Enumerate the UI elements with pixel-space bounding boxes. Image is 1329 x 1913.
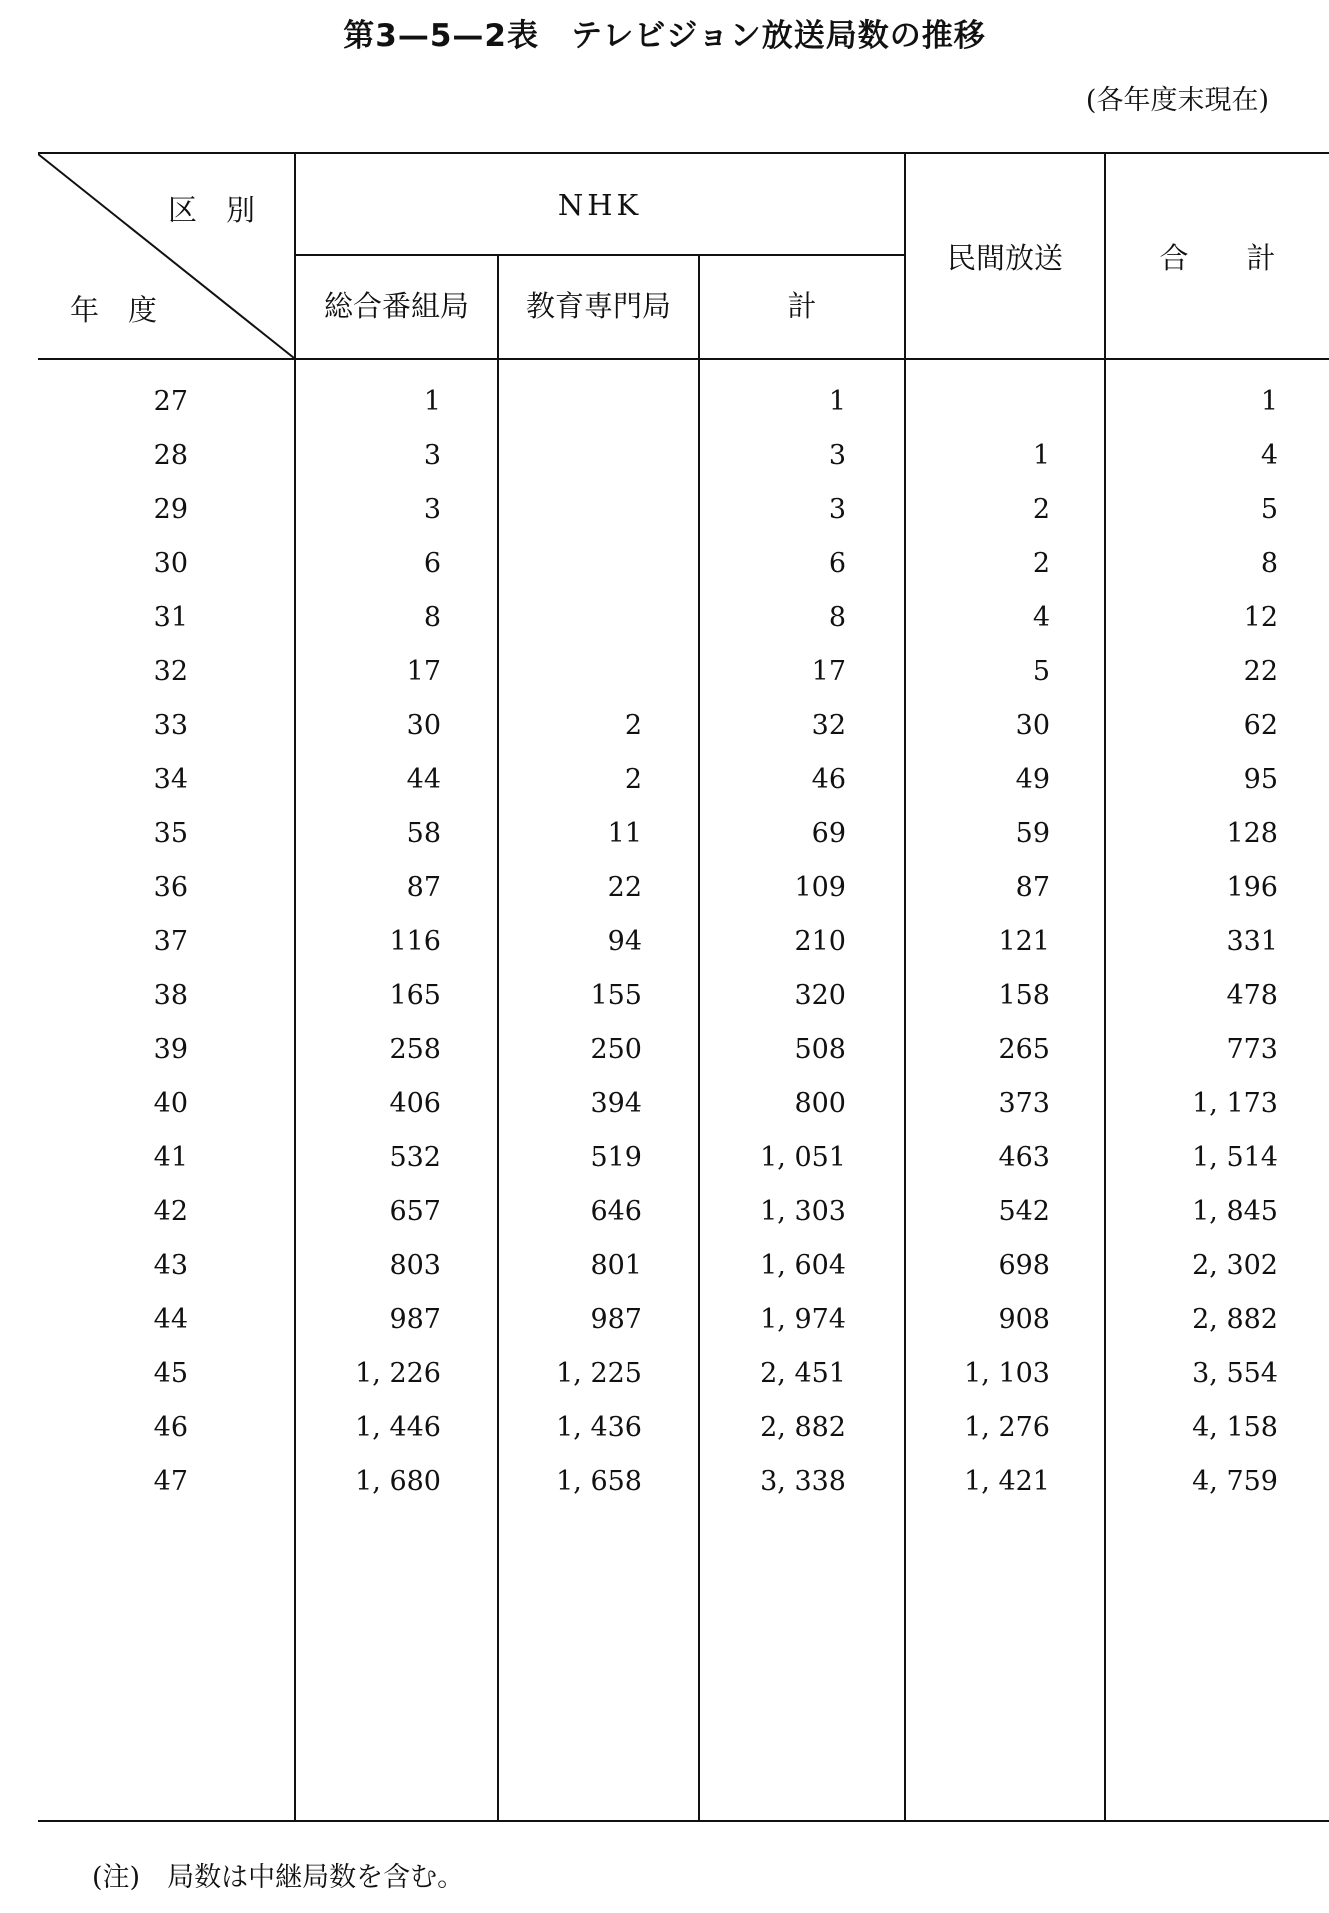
cell-private: 698 (998, 1250, 1050, 1281)
cell-nhk-education: 22 (607, 872, 642, 903)
cell-nhk-general: 6 (423, 548, 441, 579)
cell-nhk-total: 69 (811, 818, 846, 849)
cell-nhk-total: 3, 338 (760, 1466, 846, 1497)
cell-nhk-total: 1, 604 (760, 1250, 846, 1281)
cell-year: 42 (153, 1196, 188, 1227)
cell-nhk-education: 2 (624, 710, 642, 741)
cell-nhk-general: 803 (389, 1250, 441, 1281)
cell-nhk-general: 44 (406, 764, 441, 795)
cell-grand-total: 128 (1226, 818, 1278, 849)
table-row (38, 386, 1329, 426)
cell-private: 158 (998, 980, 1050, 1011)
cell-nhk-general: 8 (423, 602, 441, 633)
table-row (38, 872, 1329, 912)
cell-nhk-general: 116 (389, 926, 441, 957)
table-row (38, 1412, 1329, 1452)
cell-nhk-total: 3 (828, 494, 846, 525)
cell-year: 47 (153, 1466, 188, 1497)
cell-grand-total: 478 (1226, 980, 1278, 1011)
table-row (38, 1088, 1329, 1128)
cell-grand-total: 12 (1243, 602, 1278, 633)
cell-nhk-general: 258 (389, 1034, 441, 1065)
cell-nhk-education: 519 (590, 1142, 642, 1173)
cell-private: 373 (998, 1088, 1050, 1119)
table-subtitle: (各年度末現在) (1085, 85, 1269, 116)
table-row (38, 1196, 1329, 1236)
table-row (38, 764, 1329, 804)
cell-year: 43 (153, 1250, 188, 1281)
cell-nhk-total: 1 (828, 386, 846, 417)
cell-private: 87 (1015, 872, 1050, 903)
footnote: (注) 局数は中継局数を含む。 (92, 1862, 465, 1893)
cell-grand-total: 1, 173 (1192, 1088, 1278, 1119)
cell-year: 41 (153, 1142, 188, 1173)
cell-grand-total: 4, 759 (1192, 1466, 1278, 1497)
cell-nhk-general: 1, 226 (355, 1358, 441, 1389)
cell-year: 46 (153, 1412, 188, 1443)
cell-grand-total: 62 (1243, 710, 1278, 741)
cell-nhk-general: 30 (406, 710, 441, 741)
cell-year: 27 (153, 386, 188, 417)
header-nhk: NHK (557, 188, 643, 222)
cell-nhk-total: 3 (828, 440, 846, 471)
header-private: 民間放送 (946, 241, 1063, 275)
table-row (38, 1304, 1329, 1344)
table-row (38, 440, 1329, 480)
cell-nhk-total: 46 (811, 764, 846, 795)
page-title: 第3—5—2表 テレビジョン放送局数の推移 (343, 18, 986, 54)
cell-nhk-general: 58 (406, 818, 441, 849)
cell-private: 59 (1015, 818, 1050, 849)
cell-grand-total: 331 (1226, 926, 1278, 957)
cell-private: 463 (998, 1142, 1050, 1173)
table-row (38, 1250, 1329, 1290)
cell-grand-total: 3, 554 (1192, 1358, 1278, 1389)
cell-year: 44 (153, 1304, 188, 1335)
cell-private: 2 (1032, 494, 1050, 525)
table-row (38, 1466, 1329, 1506)
cell-nhk-education: 801 (590, 1250, 642, 1281)
header-category: 区 別 (168, 193, 256, 227)
cell-nhk-total: 1, 051 (760, 1142, 846, 1173)
cell-nhk-education: 250 (590, 1034, 642, 1065)
cell-year: 33 (153, 710, 188, 741)
cell-nhk-total: 1, 303 (760, 1196, 846, 1227)
cell-year: 45 (153, 1358, 188, 1389)
cell-private: 30 (1015, 710, 1050, 741)
header-year: 年 度 (70, 293, 158, 327)
cell-private: 4 (1032, 602, 1050, 633)
cell-grand-total: 8 (1260, 548, 1278, 579)
cell-nhk-general: 17 (406, 656, 441, 687)
cell-year: 30 (153, 548, 188, 579)
table-row (38, 494, 1329, 534)
cell-nhk-general: 3 (423, 440, 441, 471)
cell-nhk-general: 532 (389, 1142, 441, 1173)
cell-nhk-education: 394 (590, 1088, 642, 1119)
cell-year: 28 (153, 440, 188, 471)
cell-year: 40 (153, 1088, 188, 1119)
cell-year: 37 (153, 926, 188, 957)
cell-nhk-general: 165 (389, 980, 441, 1011)
cell-grand-total: 1 (1260, 386, 1278, 417)
cell-grand-total: 1, 845 (1192, 1196, 1278, 1227)
cell-grand-total: 196 (1226, 872, 1278, 903)
table-row (38, 1358, 1329, 1398)
cell-grand-total: 22 (1243, 656, 1278, 687)
cell-year: 35 (153, 818, 188, 849)
cell-grand-total: 4 (1260, 440, 1278, 471)
nhk-sub-rule (294, 254, 904, 256)
cell-private: 908 (998, 1304, 1050, 1335)
cell-nhk-education: 987 (590, 1304, 642, 1335)
stations-table (38, 152, 1329, 1822)
cell-grand-total: 773 (1226, 1034, 1278, 1065)
table-row (38, 980, 1329, 1020)
cell-grand-total: 4, 158 (1192, 1412, 1278, 1443)
cell-nhk-education: 646 (590, 1196, 642, 1227)
cell-nhk-general: 1 (423, 386, 441, 417)
cell-year: 39 (153, 1034, 188, 1065)
cell-nhk-total: 508 (794, 1034, 846, 1065)
cell-grand-total: 5 (1260, 494, 1278, 525)
table-row (38, 1142, 1329, 1182)
cell-nhk-education: 94 (607, 926, 642, 957)
cell-private: 1, 421 (964, 1466, 1050, 1497)
cell-nhk-total: 6 (828, 548, 846, 579)
cell-nhk-education: 155 (590, 980, 642, 1011)
cell-nhk-total: 32 (811, 710, 846, 741)
table-row (38, 1034, 1329, 1074)
cell-nhk-total: 210 (794, 926, 846, 957)
cell-private: 49 (1015, 764, 1050, 795)
table-row (38, 926, 1329, 966)
cell-grand-total: 1, 514 (1192, 1142, 1278, 1173)
cell-nhk-total: 800 (794, 1088, 846, 1119)
header-nhk-education: 教育専門局 (525, 289, 671, 323)
cell-private: 265 (998, 1034, 1050, 1065)
cell-nhk-total: 8 (828, 602, 846, 633)
cell-nhk-total: 320 (794, 980, 846, 1011)
cell-year: 34 (153, 764, 188, 795)
header-nhk-general: 総合番組局 (323, 289, 469, 323)
table-row (38, 656, 1329, 696)
table-row (38, 602, 1329, 642)
cell-nhk-education: 11 (607, 818, 642, 849)
cell-private: 2 (1032, 548, 1050, 579)
cell-nhk-education: 1, 658 (556, 1466, 642, 1497)
cell-year: 29 (153, 494, 188, 525)
cell-nhk-general: 657 (389, 1196, 441, 1227)
header-nhk-total: 計 (787, 289, 817, 323)
cell-nhk-total: 17 (811, 656, 846, 687)
cell-nhk-education: 2 (624, 764, 642, 795)
cell-nhk-education: 1, 436 (556, 1412, 642, 1443)
cell-nhk-general: 1, 680 (355, 1466, 441, 1497)
cell-nhk-total: 2, 882 (760, 1412, 846, 1443)
cell-nhk-general: 987 (389, 1304, 441, 1335)
cell-year: 36 (153, 872, 188, 903)
cell-private: 1 (1032, 440, 1050, 471)
cell-nhk-general: 406 (389, 1088, 441, 1119)
cell-nhk-general: 87 (406, 872, 441, 903)
cell-nhk-total: 1, 974 (760, 1304, 846, 1335)
cell-grand-total: 2, 882 (1192, 1304, 1278, 1335)
cell-private: 121 (998, 926, 1050, 957)
cell-nhk-total: 109 (794, 872, 846, 903)
cell-grand-total: 2, 302 (1192, 1250, 1278, 1281)
cell-private: 1, 276 (964, 1412, 1050, 1443)
table-row (38, 818, 1329, 858)
table-bottom-rule (38, 1820, 1329, 1822)
cell-private: 542 (998, 1196, 1050, 1227)
cell-year: 31 (153, 602, 188, 633)
table-row (38, 710, 1329, 750)
cell-nhk-education: 1, 225 (556, 1358, 642, 1389)
cell-nhk-general: 3 (423, 494, 441, 525)
cell-private: 1, 103 (964, 1358, 1050, 1389)
cell-private: 5 (1032, 656, 1050, 687)
cell-nhk-total: 2, 451 (760, 1358, 846, 1389)
table-row (38, 548, 1329, 588)
cell-year: 38 (153, 980, 188, 1011)
header-grand-total: 合 計 (1159, 241, 1276, 275)
cell-nhk-general: 1, 446 (355, 1412, 441, 1443)
cell-year: 32 (153, 656, 188, 687)
cell-grand-total: 95 (1243, 764, 1278, 795)
